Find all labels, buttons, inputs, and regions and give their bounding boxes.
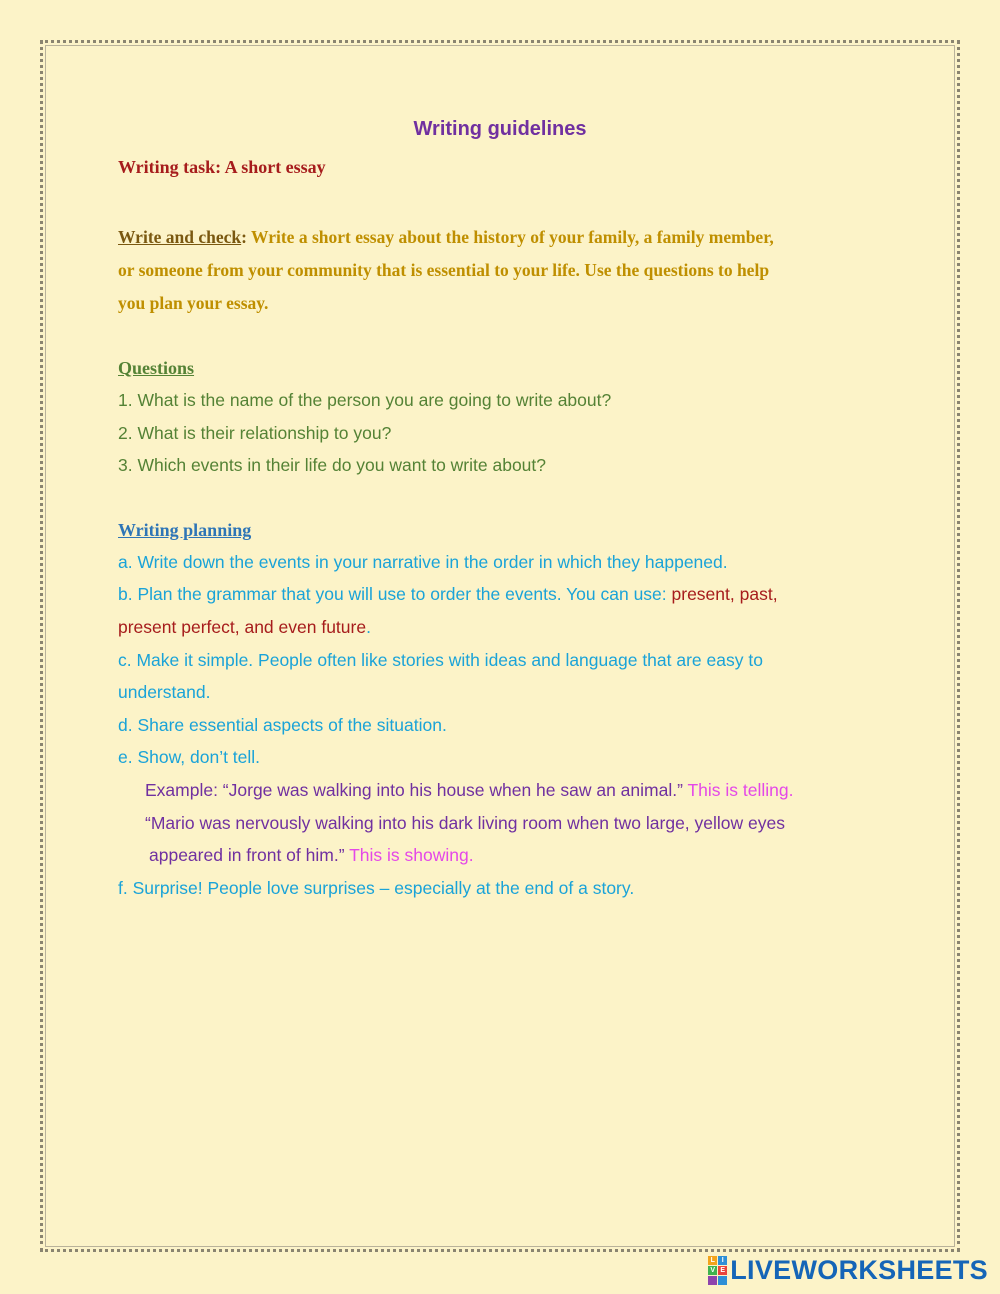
logo-block — [708, 1276, 717, 1285]
example-showing: “Mario was nervously walking into his dark living room when two large, yellow eyes — [145, 812, 785, 833]
planning-item-e: e. Show, don’t tell. — [118, 747, 261, 768]
question-item: 3. Which events in their life do you want to write about? — [118, 455, 547, 476]
planning-item-f: f. Surprise! People love surprises – especially at the end of a story. — [118, 877, 635, 898]
write-and-check-label: Write and check — [118, 227, 242, 247]
write-and-check-colon: : — [241, 227, 247, 247]
tense-list: present, past, — [671, 584, 778, 605]
planning-item-b-continued — [118, 611, 898, 644]
write-and-check-paragraph — [118, 221, 898, 320]
example-showing-continued — [118, 839, 898, 872]
logo-block — [718, 1276, 727, 1285]
writing-planning-heading: Writing planning — [118, 519, 252, 540]
worksheet-content — [118, 114, 898, 904]
logo-block: E — [718, 1266, 727, 1275]
example-telling — [118, 774, 898, 807]
question-item: 2. What is their relationship to you? — [118, 422, 392, 443]
logo-block: I — [718, 1256, 727, 1265]
tense-list: present perfect, and even future — [118, 616, 367, 637]
spacer — [118, 320, 898, 352]
logo-icon — [708, 1256, 727, 1285]
planning-item-d: d. Share essential aspects of the situation. — [118, 714, 447, 735]
telling-note: This is telling. — [687, 779, 794, 800]
planning-item-c: c. Make it simple. People often like stories with ideas and language that are easy to — [118, 649, 763, 670]
showing-note: This is showing. — [349, 845, 474, 866]
spacer — [118, 179, 898, 221]
planning-item-b — [118, 578, 898, 611]
write-and-check-line: you plan your essay. — [118, 293, 269, 313]
planning-item-a: a. Write down the events in your narrative in the order in which they happened. — [118, 551, 728, 572]
questions-heading: Questions — [118, 358, 195, 378]
question-item: 1. What is the name of the person you are going to write about? — [118, 390, 612, 410]
writing-task: Writing task: A short essay — [118, 157, 326, 177]
logo-block: V — [708, 1266, 717, 1275]
period: . — [366, 616, 371, 637]
logo-text: LIVEWORKSHEETS — [730, 1254, 988, 1285]
example-text: appeared in front of him.” — [149, 845, 350, 866]
planning-item-b-text: b. Plan the grammar that you will use to order the events. You can use: — [118, 584, 672, 605]
planning-item-c-continued: understand. — [118, 682, 211, 703]
page-title: Writing guidelines — [413, 118, 587, 140]
write-and-check-line: or someone from your community that is essential to your life. Use the questions to help — [118, 260, 770, 280]
logo-block: L — [708, 1256, 717, 1265]
example-text: Example: “Jorge was walking into his house when he saw an animal.” — [145, 779, 688, 800]
spacer — [118, 482, 898, 514]
write-and-check-line: Write a short essay about the history of your family, a family member, — [246, 227, 774, 247]
liveworksheets-logo — [708, 1256, 988, 1284]
